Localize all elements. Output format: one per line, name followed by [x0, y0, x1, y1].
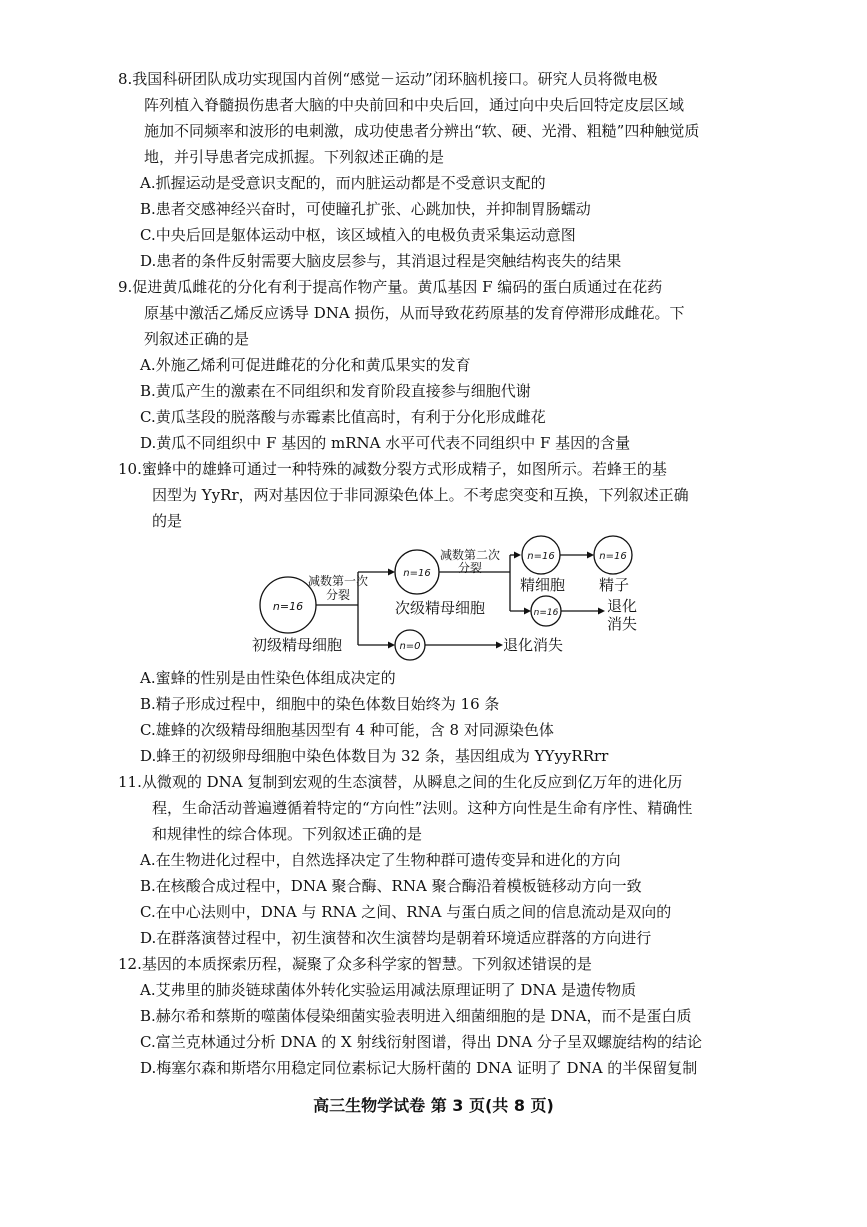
question-9-stem-line: 9.促进黄瓜雌花的分化有利于提高作物产量。黄瓜基因 F 编码的蛋白质通过在花药 [118, 278, 663, 296]
secondary-cell-n: n=16 [403, 568, 431, 579]
question-10-stem-line: 因型为 YyRr，两对基因位于非同源染色体上。不考虑突变和互换，下列叙述正确 [152, 486, 689, 504]
question-12-option-c: C.富兰克林通过分析 DNA 的 X 射线衍射图谱，得出 DNA 分子呈双螺旋结构的结论 [140, 1033, 702, 1051]
question-10-option-c: C.雄蜂的次级精母细胞基因型有 4 种可能，含 8 对同源染色体 [140, 721, 554, 739]
question-12-option-a: A.艾弗里的肺炎链球菌体外转化实验运用减法原理证明了 DNA 是遗传物质 [140, 981, 637, 999]
sperm-label: 精子 [599, 576, 630, 594]
question-11-stem-line: 程，生命活动普遍遵循着特定的“方向性”法则。这种方向性是生命有序性、精确性 [152, 799, 693, 817]
arrowhead-icon [496, 642, 503, 649]
meiosis-diagram [245, 535, 665, 665]
question-9-option-a: A.外施乙烯利可促进雌花的分化和黄瓜果实的发育 [140, 356, 471, 374]
primary-cell-label: 初级精母细胞 [251, 636, 343, 654]
arrowhead-icon [524, 608, 531, 615]
question-11 [118, 769, 748, 951]
question-8-stem-line: 阵列植入脊髓损伤患者大脑的中央前回和中央后回，通过向中央后回特定皮层区域 [144, 96, 685, 114]
question-9-stem-line: 原基中激活乙烯反应诱导 DNA 损伤，从而导致花药原基的发育停滞形成雌花。下 [144, 304, 685, 322]
question-10-option-b: B.精子形成过程中，细胞中的染色体数目始终为 16 条 [140, 695, 500, 713]
question-11-option-a: A.在生物进化过程中，自然选择决定了生物种群可遗传变异和进化的方向 [140, 851, 621, 869]
meiosis1-label: 减数第一次 [307, 574, 369, 588]
question-10-option-d: D.蜂王的初级卵母细胞中染色体数目为 32 条，基因组成为 YYyyRRrr [140, 747, 609, 765]
question-8 [118, 66, 748, 274]
page-footer: 高三生物学试卷 第 3 页(共 8 页) [313, 1096, 554, 1115]
meiosis1-label: 分裂 [325, 588, 351, 602]
arrowhead-icon [388, 642, 395, 649]
question-8-option-d: D.患者的条件反射需要大脑皮层参与，其消退过程是突触结构丧失的结果 [140, 252, 622, 270]
question-10 [118, 456, 748, 534]
question-9-option-c: C.黄瓜茎段的脱落酸与赤霉素比值高时，有利于分化形成雌花 [140, 408, 546, 426]
question-8-stem-line: 施加不同频率和波形的电刺激，成功使患者分辨出“软、硬、光滑、粗糙”四种触觉质 [144, 122, 700, 140]
meiosis2-label: 减数第二次 [439, 548, 501, 562]
question-12-stem-line: 12.基因的本质探索历程，凝聚了众多科学家的智慧。下列叙述错误的是 [118, 955, 592, 973]
question-10-stem-line: 10.蜜蜂中的雄蜂可通过一种特殊的减数分裂方式形成精子，如图所示。若蜂王的基 [118, 460, 667, 478]
sperm-n: n=16 [599, 551, 627, 562]
arrowhead-icon [598, 608, 605, 615]
arrowhead-icon [587, 552, 594, 559]
small-cell-n: n=16 [533, 608, 559, 618]
question-11-option-d: D.在群落演替过程中，初生演替和次生演替均是朝着环境适应群落的方向进行 [140, 929, 652, 947]
question-8-stem-line: 地，并引导患者完成抓握。下列叙述正确的是 [144, 148, 445, 166]
small-cell-result: 消失 [607, 615, 638, 633]
primary-cell-n: n=16 [272, 600, 304, 613]
small-cell-result: 退化 [607, 597, 638, 615]
zero-cell-result: 退化消失 [503, 636, 564, 654]
question-9 [118, 274, 748, 456]
question-10-option-a: A.蜜蜂的性别是由性染色体组成决定的 [140, 669, 396, 687]
question-12 [118, 951, 748, 1081]
question-11-option-b: B.在核酸合成过程中，DNA 聚合酶、RNA 聚合酶沿着模板链移动方向一致 [140, 877, 642, 895]
question-8-option-c: C.中央后回是躯体运动中枢，该区域植入的电极负责采集运动意图 [140, 226, 576, 244]
meiosis2-label: 分裂 [457, 561, 483, 575]
question-9-option-d: D.黄瓜不同组织中 F 基因的 mRNA 水平可代表不同组织中 F 基因的含量 [140, 434, 631, 452]
zero-cell-n: n=0 [399, 641, 421, 652]
question-10-stem-line: 的是 [152, 512, 183, 530]
question-11-stem-line: 11.从微观的 DNA 复制到宏观的生态演替，从瞬息之间的生化反应到亿万年的进化历 [118, 773, 683, 791]
arrowhead-icon [514, 552, 521, 559]
question-9-stem-line: 列叙述正确的是 [144, 330, 250, 348]
question-8-option-b: B.患者交感神经兴奋时，可使瞳孔扩张、心跳加快，并抑制胃肠蠕动 [140, 200, 591, 218]
spermatid-n: n=16 [527, 551, 555, 562]
question-11-option-c: C.在中心法则中，DNA 与 RNA 之间、RNA 与蛋白质之间的信息流动是双向的 [140, 903, 672, 921]
spermatid-label: 精细胞 [520, 576, 566, 594]
question-10-options [118, 665, 748, 769]
question-9-option-b: B.黄瓜产生的激素在不同组织和发育阶段直接参与细胞代谢 [140, 382, 531, 400]
question-12-option-d: D.梅塞尔森和斯塔尔用稳定同位素标记大肠杆菌的 DNA 证明了 DNA 的半保留复制 [140, 1059, 698, 1077]
question-8-stem-line: 8.我国科研团队成功实现国内首例“感觉－运动”闭环脑机接口。研究人员将微电极 [118, 70, 658, 88]
question-12-option-b: B.赫尔希和蔡斯的噬菌体侵染细菌实验表明进入细菌细胞的是 DNA，而不是蛋白质 [140, 1007, 692, 1025]
question-11-stem-line: 和规律性的综合体现。下列叙述正确的是 [152, 825, 423, 843]
question-8-option-a: A.抓握运动是受意识支配的，而内脏运动都是不受意识支配的 [140, 174, 546, 192]
arrowhead-icon [388, 569, 395, 576]
secondary-cell-label: 次级精母细胞 [395, 599, 486, 617]
